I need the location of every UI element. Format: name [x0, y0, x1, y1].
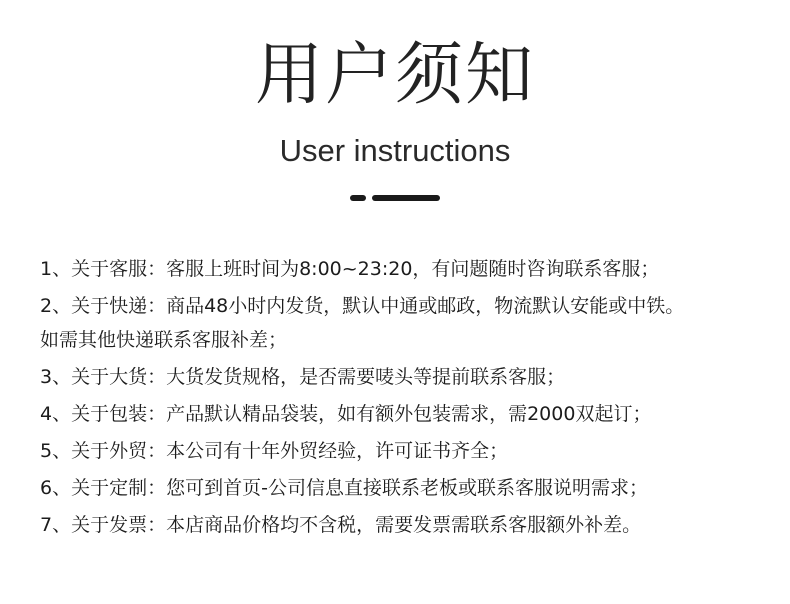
instructions-list [40, 252, 780, 545]
rule-invoice [40, 508, 780, 542]
rule-continuation: 如需其他快递联系客服补差； [40, 329, 288, 351]
divider-long-bar [372, 195, 440, 201]
page-title: 用户须知 [254, 36, 535, 115]
rule-delivery [40, 289, 780, 357]
divider-short-bar [350, 195, 366, 201]
rule-bulk-goods [40, 360, 780, 394]
title-divider [0, 195, 790, 201]
rule-foreign-trade [40, 434, 780, 468]
page-subtitle: User instructions [279, 133, 511, 168]
rule-text: 2、关于快递：商品48小时内发货，默认中通或邮政，物流默认安能或中铁。 [40, 295, 685, 317]
rule-customer-service [40, 252, 780, 286]
rule-packaging [40, 397, 780, 431]
rule-text: 4、关于包装：产品默认精品袋装，如有额外包装需求，需2000双起订； [40, 403, 652, 425]
rule-text: 5、关于外贸：本公司有十年外贸经验，许可证书齐全； [40, 440, 509, 462]
rule-text: 1、关于客服：客服上班时间为8:00~23:20，有问题随时咨询联系客服； [40, 258, 660, 280]
rule-text: 6、关于定制：您可到首页-公司信息直接联系老板或联系客服说明需求； [40, 477, 648, 499]
rule-text: 3、关于大货：大货发货规格，是否需要唛头等提前联系客服； [40, 366, 566, 388]
rule-text: 7、关于发票：本店商品价格均不含税，需要发票需联系客服额外补差。 [40, 514, 642, 536]
rule-customization [40, 471, 780, 505]
